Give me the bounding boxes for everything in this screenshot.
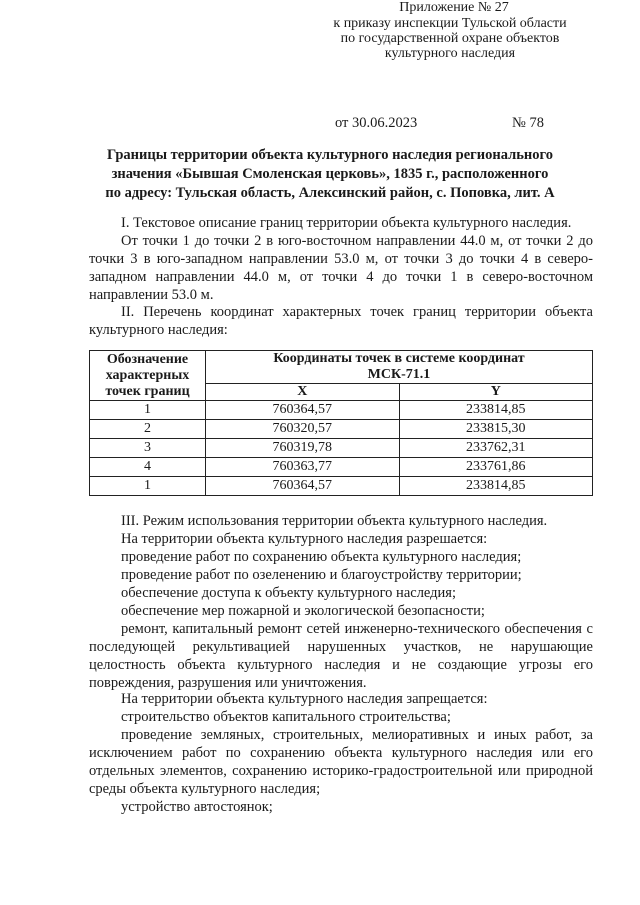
appendix-line3: по государственной охране объектов xyxy=(340,31,560,46)
cell-point: 3 xyxy=(90,439,206,458)
appendix-line4: культурного наследия xyxy=(384,46,516,61)
title-line2: значения «Бывшая Смоленская церковь», 1835 г., расположенного xyxy=(111,166,549,182)
allowed-item: обеспечение доступа к объекту культурного наследия; xyxy=(121,585,457,601)
forbidden-item: устройство автостоянок; xyxy=(121,799,273,815)
document-title xyxy=(40,146,620,203)
table-row xyxy=(90,401,593,420)
cell-point: 1 xyxy=(90,401,206,420)
allowed-item: проведение работ по сохранению объекта культурного наследия; xyxy=(121,549,522,565)
cell-x: 760364,57 xyxy=(206,477,400,496)
section3-heading: III. Режим использования территории объекта культурного наследия. xyxy=(121,513,548,529)
table-row xyxy=(90,420,593,439)
allowed-item: проведение работ по озеленению и благоустройству территории; xyxy=(121,567,522,583)
cell-y: 233815,30 xyxy=(399,420,593,439)
cell-y: 233762,31 xyxy=(399,439,593,458)
appendix-date: от 30.06.2023 xyxy=(335,115,418,131)
cell-point: 2 xyxy=(90,420,206,439)
forbidden-item: проведение земляных, строительных, мелиоративных и иных работ, за исключением работ по сохранению объекта культурного наследия или его отдельных элементов, сохранению историко-градостроительной или природной среды объекта культурного наследия; xyxy=(89,727,593,797)
appendix-line1: Приложение № 27 xyxy=(399,0,509,15)
appendix-number: № 78 xyxy=(512,115,544,131)
forbidden-intro: На территории объекта культурного наследия запрещается: xyxy=(121,691,488,707)
allowed-intro: На территории объекта культурного наследия разрешается: xyxy=(121,531,488,547)
cell-y: 233814,85 xyxy=(399,401,593,420)
allowed-item-repair: ремонт, капитальный ремонт сетей инженерно-технического обеспечения с последующей рекультивацией нарушенных участков, не нарушающие целостность объекта культурного наследия и не создающие угрозы его повреждения, разрушения или уничтожения. xyxy=(89,621,593,691)
cell-x: 760320,57 xyxy=(206,420,400,439)
col-coords-header: Координаты точек в системе координат МСК-71.1 xyxy=(206,351,593,384)
allowed-item: обеспечение мер пожарной и экологической безопасности; xyxy=(121,603,485,619)
cell-y: 233814,85 xyxy=(399,477,593,496)
appendix-line2: к приказу инспекции Тульской области xyxy=(333,16,567,31)
title-line1: Границы территории объекта культурного наследия регионального xyxy=(107,147,553,163)
table-row xyxy=(90,439,593,458)
cell-point: 1 xyxy=(90,477,206,496)
cell-y: 233761,86 xyxy=(399,458,593,477)
coordinates-table xyxy=(89,350,593,496)
cell-x: 760364,57 xyxy=(206,401,400,420)
title-line3: по адресу: Тульская область, Алексинский район, с. Поповка, лит. А xyxy=(105,185,555,201)
cell-point: 4 xyxy=(90,458,206,477)
table-row xyxy=(90,477,593,496)
table-row xyxy=(90,458,593,477)
section1-text: От точки 1 до точки 2 в юго-восточном направлении 44.0 м, от точки 2 до точки 3 в юго-западном направлении 53.0 м, от точки 3 до точки 4 в северо-западном направлении 44.0 м, от точки 4 до точки 1 в северо-восточном направлении 53.0 м. xyxy=(89,233,593,303)
cell-x: 760363,77 xyxy=(206,458,400,477)
col-y-header: Y xyxy=(399,384,593,401)
forbidden-item: строительство объектов капитального строительства; xyxy=(121,709,451,725)
col-x-header: X xyxy=(206,384,400,401)
section2-heading: II. Перечень координат характерных точек границ территории объекта культурного наследия: xyxy=(89,304,593,338)
section1-heading: I. Текстовое описание границ территории объекта культурного наследия. xyxy=(121,215,572,231)
col-point-header: Обозначение характерных точек границ xyxy=(90,351,206,401)
cell-x: 760319,78 xyxy=(206,439,400,458)
